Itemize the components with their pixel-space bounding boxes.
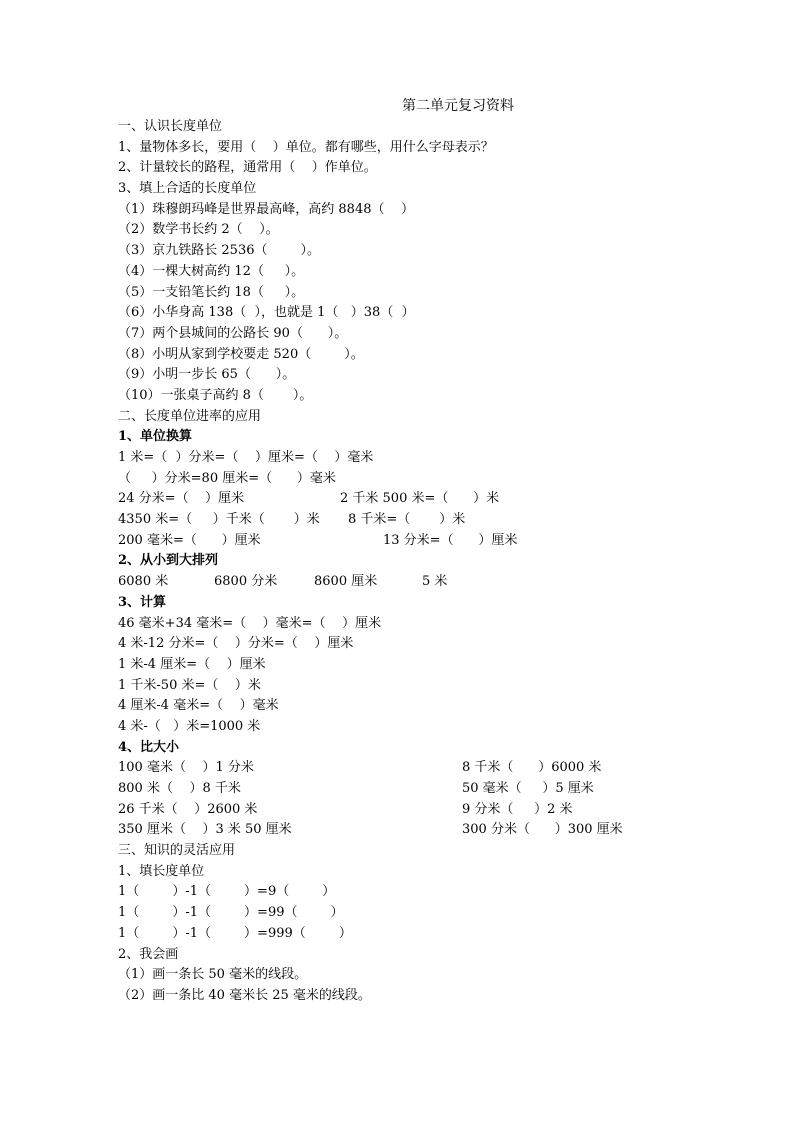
calc-line: 1 米-4 厘米=（ ）厘米 (118, 656, 266, 672)
compare-row (118, 820, 718, 841)
fill-line: 1（ ）-1（ ）=9（ ） (118, 884, 336, 900)
unit-item: （1）珠穆朗玛峰是世界最高峰，高约 8848（ ） (118, 201, 415, 217)
calc-line: 1 千米-50 米=（ ）米 (118, 677, 261, 693)
subheading-compare: 4、比大小 (118, 739, 180, 755)
section-3-heading: 三、知识的灵活应用 (118, 843, 236, 859)
compare-right: 8 千米（ ）6000 米 (462, 760, 602, 776)
compare-row (118, 758, 718, 779)
calc-line: 4 米-（ ）米=1000 米 (118, 718, 261, 734)
page-title: 第二单元复习资料 (402, 98, 514, 114)
document-page (118, 96, 718, 1007)
fill-line: 1（ ）-1（ ）=99（ ） (118, 905, 344, 921)
compare-right: 50 毫米（ ）5 厘米 (462, 781, 594, 796)
fill-line: 1（ ）-1（ ）=999（ ） (118, 925, 352, 941)
compare-row (118, 779, 718, 800)
question-1: 1、量物体多长，要用（ ）单位。都有哪些，用什么字母表示？ (118, 139, 494, 155)
unit-item: （6）小华身高 138（ ），也就是 1（ ）38（ ） (118, 305, 415, 321)
conversion-line: （ ）分米=80 厘米=（ ）毫米 (118, 470, 336, 486)
unit-item: （3）京九铁路长 2536（ ）。 (118, 243, 321, 259)
conversion-row (118, 531, 718, 552)
calc-line: 46 毫米+34 毫米=（ ）毫米=（ ）厘米 (118, 615, 382, 631)
compare-left: 350 厘米（ ）3 米 50 厘米 (118, 822, 292, 838)
question-3: 3、填上合适的长度单位 (118, 181, 257, 197)
compare-left: 26 千米（ ）2600 米 (118, 801, 258, 817)
calc-line: 4 厘米-4 毫米=（ ）毫米 (118, 698, 279, 714)
unit-item: （10）一张桌子高约 8（ ）。 (118, 387, 313, 403)
unit-item: （4）一棵大树高约 12（ ）。 (118, 263, 305, 279)
sort-item: 8600 厘米 (314, 574, 378, 590)
conversion-left: 4350 米=（ ）千米（ ）米 (118, 512, 320, 528)
conversion-row (118, 510, 718, 531)
compare-right: 300 分米（ ）300 厘米 (462, 822, 623, 838)
conversion-row (118, 489, 718, 510)
subheading-unit-conversion: 1、单位换算 (118, 429, 193, 445)
section-2-heading: 二、长度单位进率的应用 (118, 408, 262, 424)
subheading-draw: 2、我会画 (118, 946, 179, 962)
conversion-line: 1 米=（ ）分米=（ ）厘米=（ ）毫米 (118, 450, 374, 465)
calc-line: 4 米-12 分米=（ ）分米=（ ）厘米 (118, 636, 354, 652)
subheading-sort: 2、从小到大排列 (118, 553, 219, 569)
compare-left: 800 米（ ）8 千米 (118, 781, 241, 796)
unit-item: （2）数学书长约 2（ ）。 (118, 222, 279, 238)
unit-item: （9）小明一步长 65（ ）。 (118, 367, 296, 383)
sort-item: 6080 米 (118, 574, 169, 590)
question-2: 2、计量较长的路程，通常用（ ）作单位。 (118, 160, 377, 176)
draw-item: （1）画一条长 50 毫米的线段。 (118, 967, 308, 983)
compare-left: 100 毫米（ ）1 分米 (118, 760, 254, 776)
subheading-calculate: 3、计算 (118, 594, 167, 610)
conversion-right: 13 分米=（ ）厘米 (383, 532, 518, 548)
draw-item: （2）画一条比 40 毫米长 25 毫米的线段。 (118, 987, 371, 1003)
compare-right: 9 分米（ ）2 米 (462, 801, 573, 817)
conversion-right: 8 千米=（ ）米 (348, 512, 466, 528)
sort-item: 5 米 (422, 574, 448, 590)
conversion-left: 200 毫米=（ ）厘米 (118, 532, 261, 548)
section-1-heading: 一、认识长度单位 (118, 119, 223, 134)
compare-row (118, 800, 718, 821)
conversion-left: 24 分米=（ ）厘米 (118, 491, 245, 507)
unit-item: （5）一支铅笔长约 18（ ）。 (118, 284, 305, 300)
subheading-fill-units: 1、填长度单位 (118, 863, 205, 879)
sort-row (118, 572, 718, 593)
unit-item: （8）小明从家到学校要走 520（ ）。 (118, 346, 364, 362)
unit-item: （7）两个县城间的公路长 90（ ）。 (118, 325, 348, 341)
sort-item: 6800 分米 (214, 574, 278, 590)
conversion-right: 2 千米 500 米=（ ）米 (340, 491, 500, 507)
